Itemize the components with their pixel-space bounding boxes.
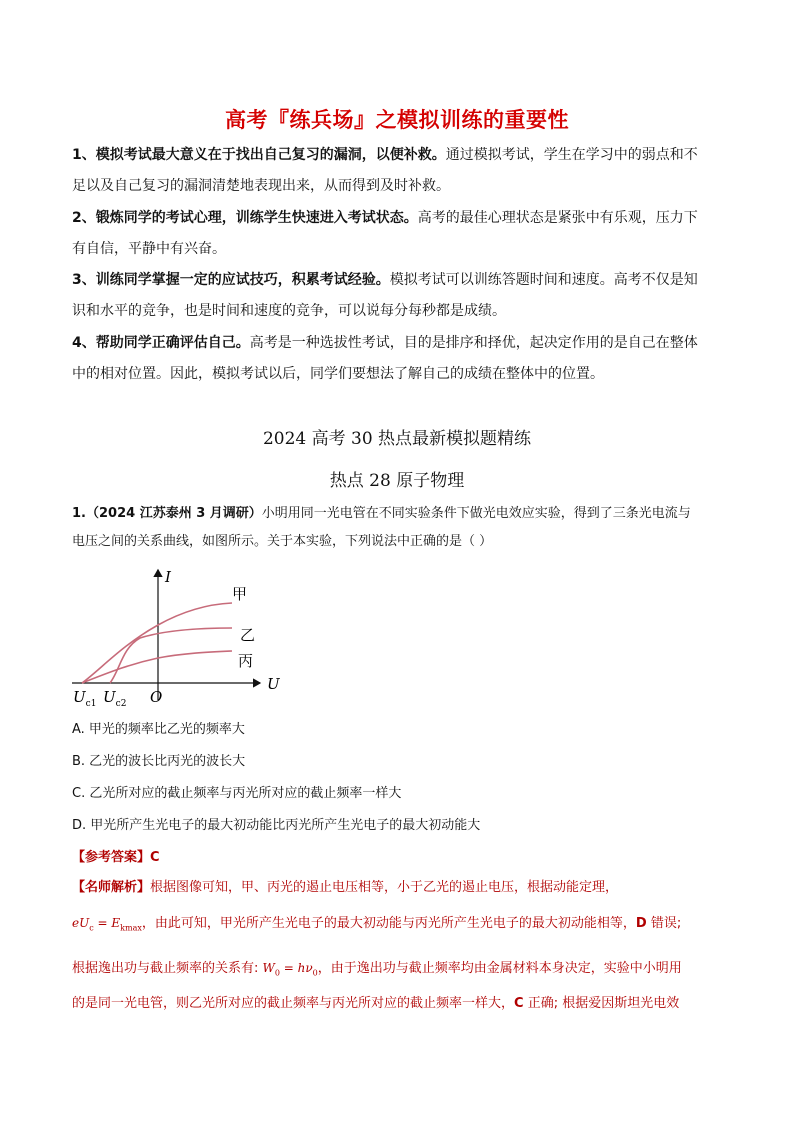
analysis-text-4-end: 正确; 根据爱因斯坦光电效 bbox=[523, 996, 680, 1011]
analysis-text-4: 的是同一光电管，则乙光所对应的截止频率与丙光所对应的截止频率一样大， bbox=[72, 996, 515, 1011]
curve-yi-label: 乙 bbox=[240, 626, 256, 644]
option-b: B. 乙光的波长比丙光的波长大 bbox=[72, 754, 246, 769]
intro-point-4-text: 高考是一种选拔性考试，目的是排序和择优，起决定作用的是自己在整体 bbox=[249, 335, 698, 351]
analysis-line-2 bbox=[72, 912, 732, 932]
intro-point-2 bbox=[72, 203, 732, 265]
intro-point-1-text: 通过模拟考试，学生在学习中的弱点和不 bbox=[445, 147, 698, 163]
section-heading: 2024 高考 30 热点最新模拟题精练 bbox=[262, 429, 532, 449]
intro-point-2-bold: 2、锻炼同学的考试心理，训练学生快速进入考试状态。 bbox=[72, 210, 418, 226]
answer-value: C bbox=[150, 850, 160, 865]
option-a: A. 甲光的频率比乙光的频率大 bbox=[72, 722, 245, 737]
equation-1: $eU_c = E_{kmax}$ bbox=[72, 916, 142, 933]
curve-jia bbox=[82, 603, 232, 683]
analysis-choice-c: C bbox=[514, 996, 524, 1011]
answer-label: 【参考答案】 bbox=[72, 850, 151, 865]
intro-point-4-text-2: 中的相对位置。因此，模拟考试以后，同学们要想法了解自己的成绩在整体中的位置。 bbox=[72, 366, 604, 382]
question-text-1: 小明用同一光电管在不同实验条件下做光电效应实验，得到了三条光电流与 bbox=[261, 506, 691, 521]
intro-point-2-text-2: 有自信，平静中有兴奋。 bbox=[72, 241, 226, 257]
analysis-text-1: 根据图像可知，甲、丙光的遏止电压相等，小于乙光的遏止电压，根据动能定理， bbox=[150, 880, 619, 895]
answer bbox=[72, 846, 160, 865]
analysis-line-4 bbox=[72, 992, 732, 1011]
analysis-line-3 bbox=[72, 957, 732, 977]
origin-label: O bbox=[150, 688, 163, 706]
x-axis-label: U bbox=[267, 675, 280, 693]
page-title: 高考『练兵场』之模拟训练的重要性 bbox=[225, 108, 569, 132]
intro-point-1 bbox=[72, 140, 732, 202]
intro-point-3-text: 模拟考试可以训练答题时间和速度。高考不仅是知 bbox=[389, 272, 698, 288]
y-axis-label: I bbox=[165, 568, 171, 586]
analysis-line-1 bbox=[72, 876, 732, 895]
analysis-text-3b: ，由于逸出功与截止频率均由金属材料本身决定，实验中小明用 bbox=[317, 961, 682, 976]
iu-graph bbox=[60, 560, 300, 710]
intro-point-4 bbox=[72, 328, 732, 390]
analysis-text-3: 根据逸出功与截止频率的关系有: bbox=[72, 961, 263, 976]
analysis-text-2: ，由此可知，甲光所产生光电子的最大初动能与丙光所产生光电子的最大初动能相等， bbox=[141, 916, 636, 931]
intro-point-4-bold: 4、帮助同学正确评估自己。 bbox=[72, 335, 250, 351]
analysis-text-2-end: 错误; bbox=[646, 916, 682, 931]
question-1 bbox=[72, 500, 732, 556]
intro-point-1-bold: 1、模拟考试最大意义在于找出自己复习的漏洞，以便补救。 bbox=[72, 147, 446, 163]
option-d: D. 甲光所产生光电子的最大初动能比丙光所产生光电子的最大初动能大 bbox=[72, 818, 481, 833]
equation-2: $W_0 = h\nu_0$ bbox=[262, 961, 318, 978]
question-number: 1. bbox=[72, 506, 86, 521]
question-source: （2024 江苏泰州 3 月调研） bbox=[85, 506, 262, 521]
curve-jia-label: 甲 bbox=[232, 585, 248, 603]
intro-point-2-text: 高考的最佳心理状态是紧张中有乐观，压力下 bbox=[417, 210, 698, 226]
uc1-label: $U_{c1}$ bbox=[73, 688, 97, 709]
uc2-label: $U_{c2}$ bbox=[103, 688, 127, 709]
analysis-label: 【名师解析】 bbox=[72, 880, 151, 895]
intro-point-3-text-2: 识和水平的竞争，也是时间和速度的竞争，可以说每分每秒都是成绩。 bbox=[72, 303, 506, 319]
section-subheading: 热点 28 原子物理 bbox=[329, 471, 465, 491]
intro-point-3 bbox=[72, 265, 732, 327]
question-text-2: 电压之间的关系曲线，如图所示。关于本实验，下列说法中正确的是（ ） bbox=[72, 534, 493, 549]
curve-bing bbox=[82, 651, 232, 683]
option-c: C. 乙光所对应的截止频率与丙光所对应的截止频率一样大 bbox=[72, 786, 402, 801]
analysis-choice-d: D bbox=[635, 916, 647, 931]
intro-point-3-bold: 3、训练同学掌握一定的应试技巧，积累考试经验。 bbox=[72, 272, 390, 288]
intro-point-1-text-2: 足以及自己复习的漏洞清楚地表现出来，从而得到及时补救。 bbox=[72, 178, 450, 194]
curve-bing-label: 丙 bbox=[238, 652, 254, 670]
